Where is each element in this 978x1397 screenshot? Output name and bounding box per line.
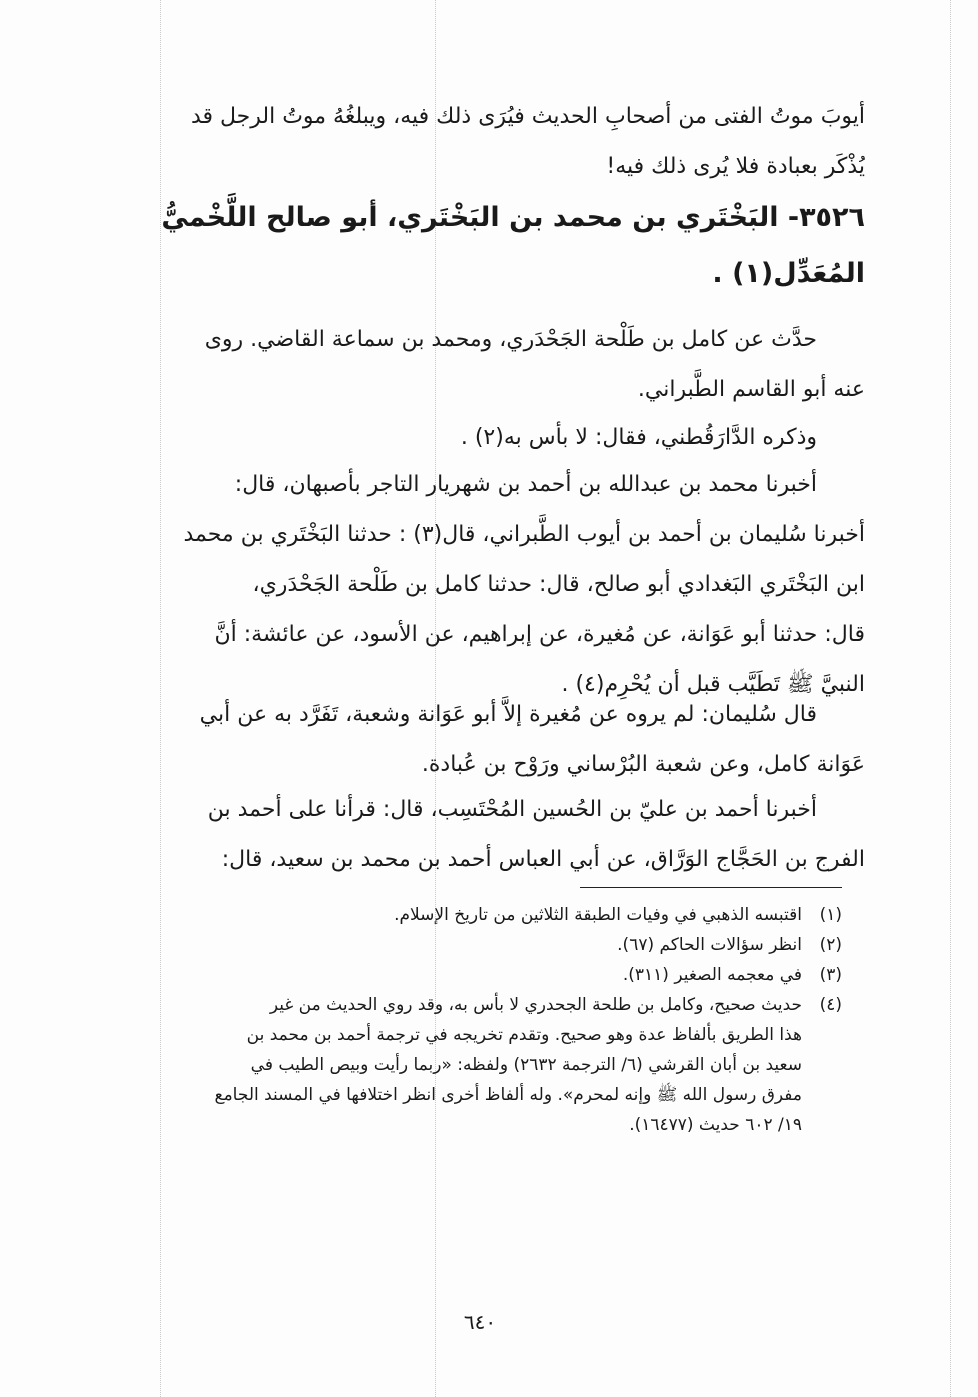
footnote-number: (٢)	[819, 935, 842, 955]
footnote-text: اقتبسه الذهبي في وفيات الطبقة الثلاثين من تاريخ الإسلام.	[394, 905, 802, 925]
paragraph	[130, 690, 865, 790]
text-line: حدَّث عن كامل بن طَلْحة الجَحْدَري، ومحمد بن سماعة القاضي. روى	[204, 327, 817, 352]
footnote-text: سعيد بن أبان القرشي (٦/ الترجمة ٢٦٣٢) ولفظه: «ربما رأيت وبيص الطيب في	[250, 1055, 802, 1075]
text-line: أيوبَ موتُ الفتى من أصحابِ الحديث فيُرَى ذلك فيه، ويبلغُهُ موتُ الرجل قد	[190, 104, 865, 129]
paragraph	[130, 785, 865, 885]
footnote-text: ١٩/ ٦٠٢ حديث (١٦٤٧٧).	[629, 1115, 802, 1135]
paragraph	[130, 460, 865, 710]
footnote-number: (١)	[819, 905, 842, 925]
page-number: ٦٤٠	[463, 1310, 497, 1334]
footnote-3	[130, 960, 842, 990]
continuation-text	[130, 92, 865, 192]
footnote-text: هذا الطريق بألفاظ عدة وهو صحيح. وتقدم تخريجه في ترجمة أحمد بن محمد بن	[246, 1025, 802, 1045]
paragraph	[130, 315, 865, 415]
footnote-text: حديث صحيح، وكامل بن طلحة الجحدري لا بأس به، وقد روي الحديث من غير	[269, 995, 802, 1015]
footnote-text: في معجمه الصغير (٣١١).	[622, 965, 802, 985]
footnotes	[130, 900, 842, 1140]
text-line: وذكره الدَّارَقُطني، فقال: لا بأس به(٢) .	[460, 425, 817, 450]
entry-title: ٣٥٢٦- البَخْتَري بن محمد بن البَخْتَري، أبو صالح اللَّخْميُّ	[161, 202, 865, 233]
footnote-separator	[580, 887, 842, 888]
text-line: قال: حدثنا أبو عَوَانة، عن مُغيرة، عن إبراهيم، عن الأسود، عن عائشة: أنَّ	[214, 622, 865, 647]
footnote-number: (٤)	[819, 995, 842, 1015]
text-line: يُذْكَر بعبادة فلا يُرى ذلك فيه!	[606, 154, 865, 179]
paragraph	[130, 413, 865, 463]
text-line: الفرج بن الحَجَّاج الوَرَّاق، عن أبي العباس أحمد بن محمد بن سعيد، قال:	[221, 847, 865, 872]
footnote-2	[130, 930, 842, 960]
scan-artifact-line	[950, 0, 951, 1397]
text-line: عنه أبو القاسم الطَّبراني.	[637, 377, 865, 402]
text-line: عَوَانة كامل، وعن شعبة البُرْساني ورَوْح بن عُبادة.	[421, 752, 865, 777]
text-line: قال سُليمان: لم يروه عن مُغيرة إلاَّ أبو عَوَانة وشعبة، تَفَرَّد به عن أبي	[199, 702, 817, 727]
text-line: أخبرنا أحمد بن عليّ بن الحُسين المُحْتَسِب، قال: قرأنا على أحمد بن	[207, 797, 817, 822]
footnote-text: مفرق رسول الله ﷺ وإنه لمحرم». وله ألفاظ أخرى انظر اختلافها في المسند الجامع	[214, 1085, 802, 1105]
footnote-number: (٣)	[819, 965, 842, 985]
footnote-text: انظر سؤالات الحاكم (٦٧).	[617, 935, 802, 955]
entry-heading	[130, 190, 865, 302]
text-line: أخبرنا سُليمان بن أحمد بن أيوب الطَّبراني، قال(٣) : حدثنا البَخْتَري بن محمد	[183, 522, 865, 547]
text-line: ابن البَخْتَري البَغدادي أبو صالح، قال: حدثنا كامل بن طَلْحة الجَحْدَري،	[252, 572, 865, 597]
footnote-4	[130, 990, 842, 1020]
text-line: أخبرنا محمد بن عبدالله بن أحمد بن شهريار التاجر بأصبهان، قال:	[234, 472, 817, 497]
footnote-1	[130, 900, 842, 930]
entry-title-continued: المُعَدِّل(١) .	[712, 258, 865, 289]
text-line: النبيَّ ﷺ تَطَيَّب قبل أن يُحْرِم(٤) .	[561, 672, 865, 697]
